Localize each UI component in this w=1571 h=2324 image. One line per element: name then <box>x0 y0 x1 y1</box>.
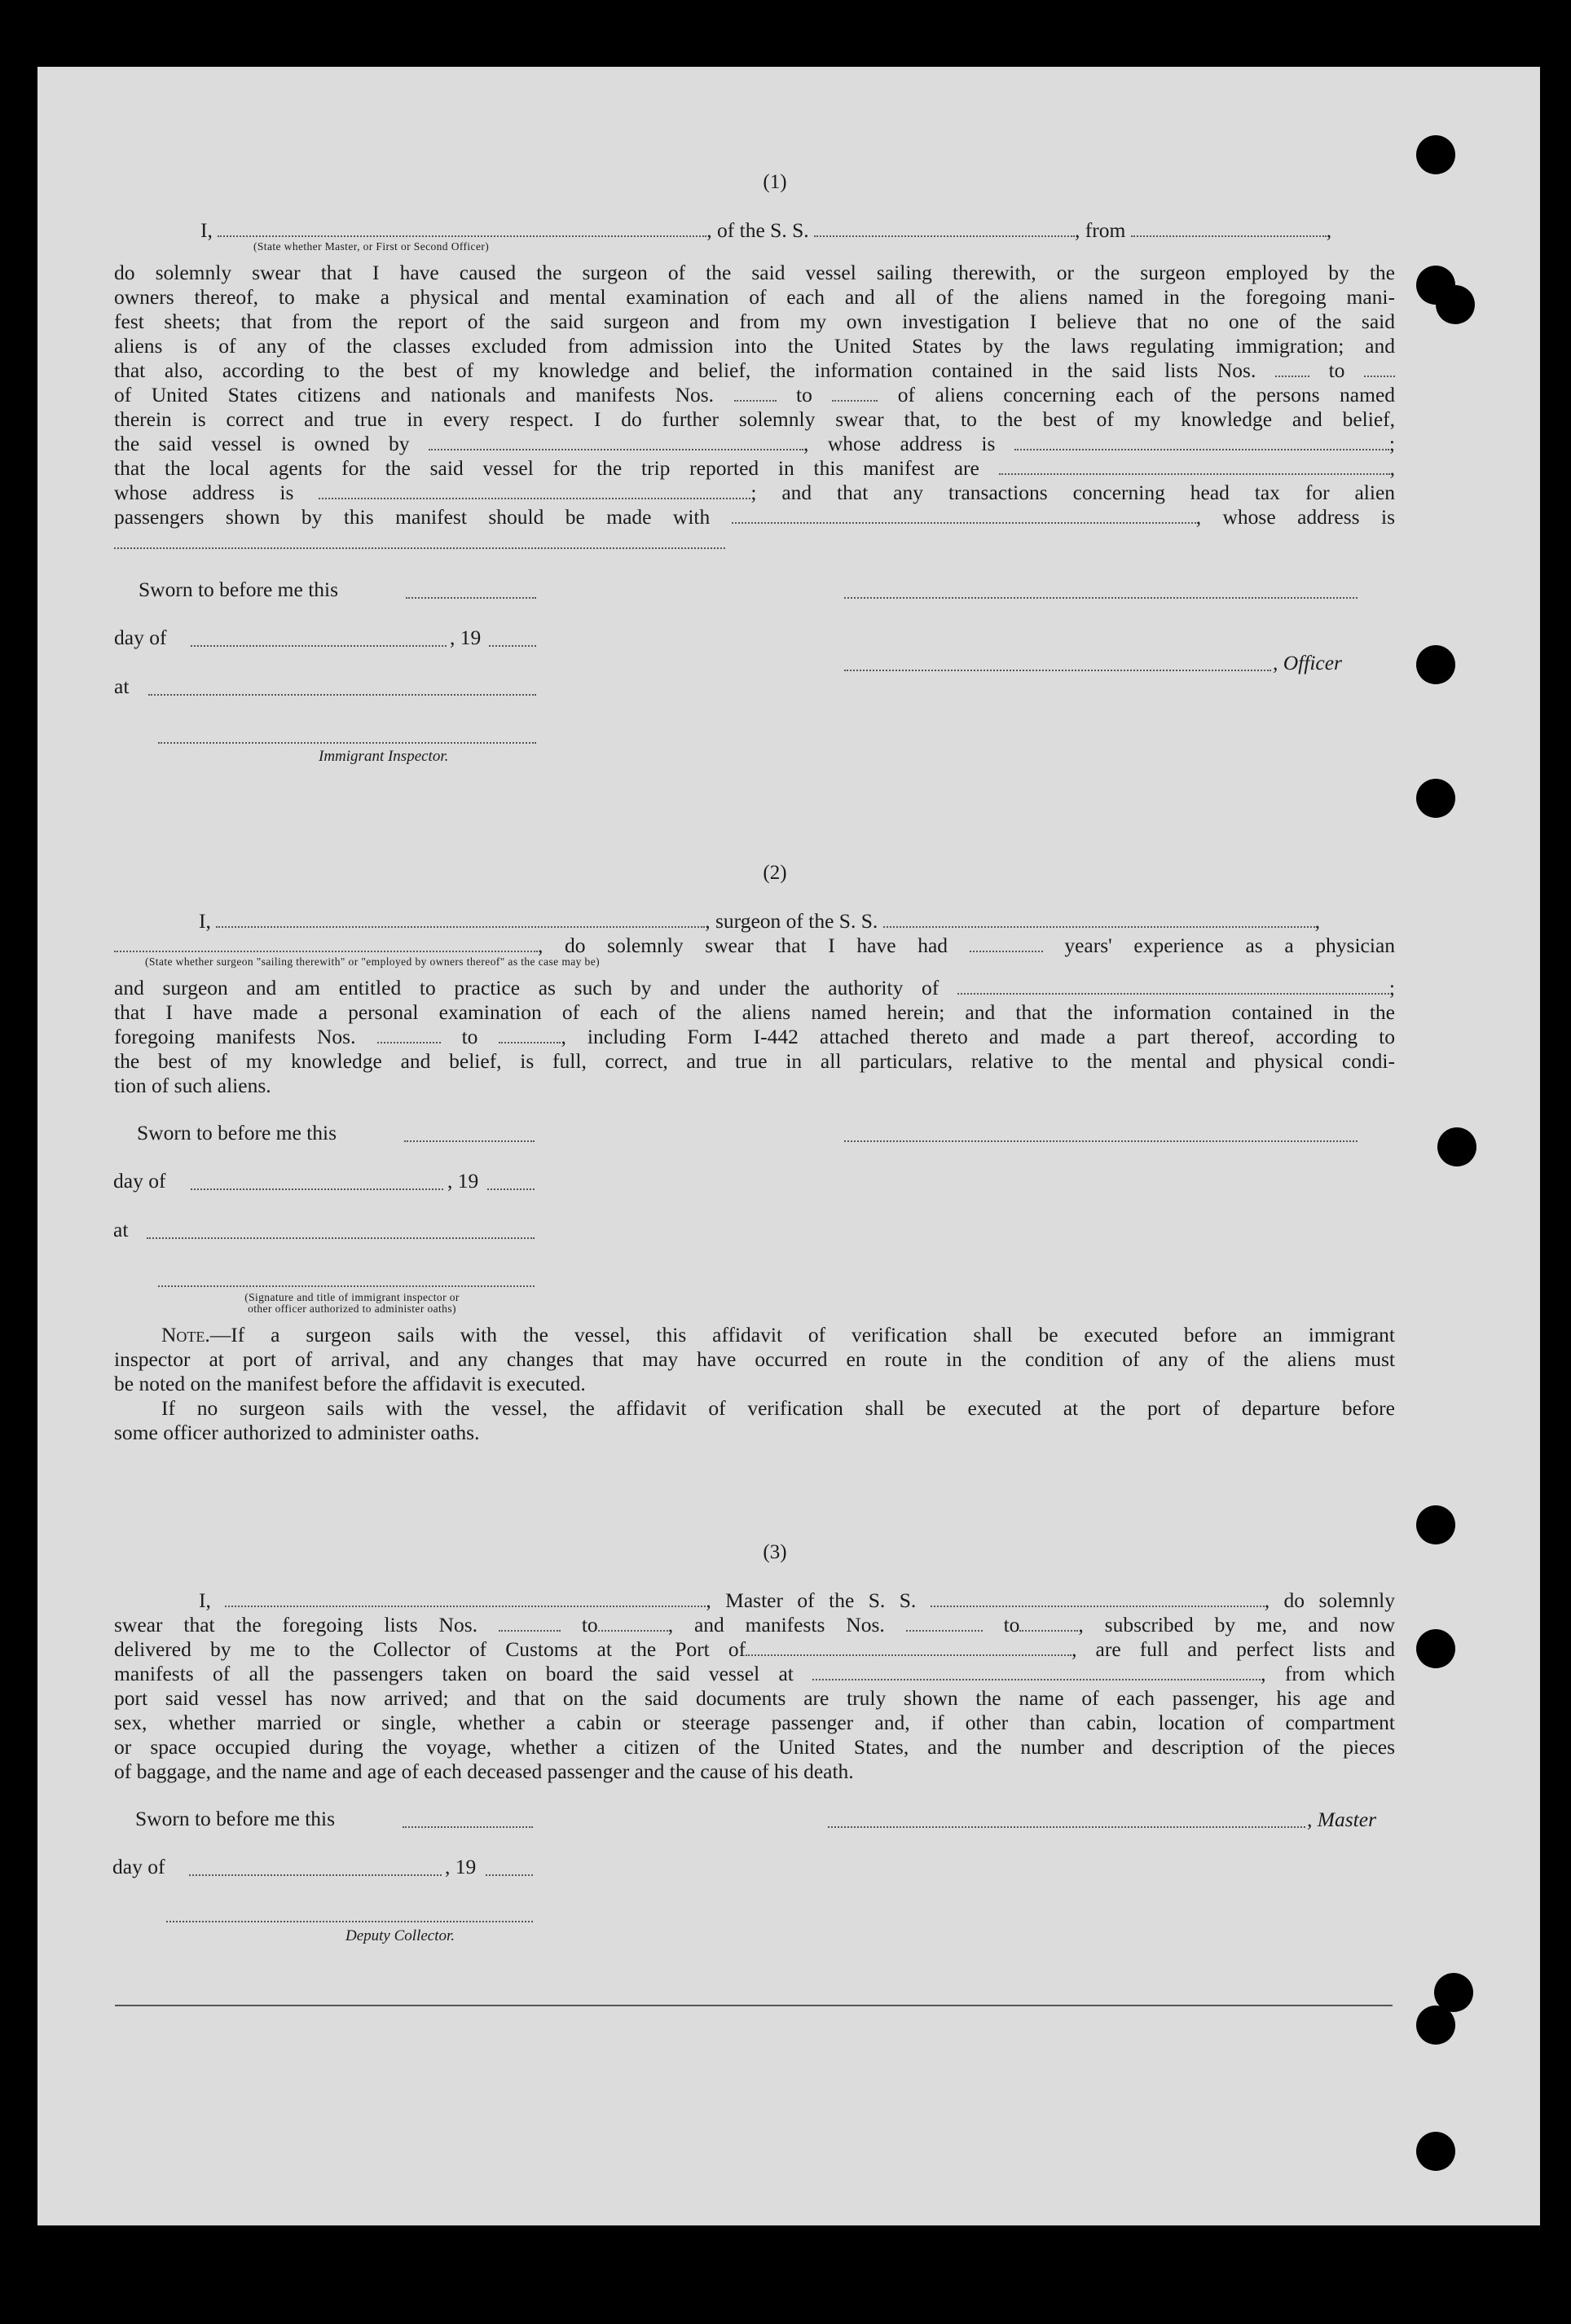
lists-from-blank[interactable] <box>499 1614 561 1632</box>
paragraph-line: sex, whether married or single, whether a cabin or steerage passenger and, if other than cabin, location of compartment <box>114 1711 1395 1734</box>
bottom-rule <box>115 2005 1393 2006</box>
from-port-blank[interactable] <box>1131 219 1327 237</box>
note-line: inspector at port of arrival, and any changes that may have occurred en route in the condition of any of the aliens must <box>114 1347 1395 1371</box>
manifests-to-blank[interactable] <box>1019 1614 1078 1632</box>
punch-hole <box>1416 135 1455 174</box>
paragraph-line: owners thereof, to make a physical and mental examination of each and all of the aliens named in the foregoing mani- <box>114 285 1395 309</box>
year-blank[interactable] <box>486 1874 533 1876</box>
owner-address-blank[interactable] <box>1014 433 1389 450</box>
punch-hole <box>1436 285 1475 324</box>
section-2-number: (2) <box>763 862 787 884</box>
inspector-label: Immigrant Inspector. <box>319 748 449 765</box>
section-2-line-2: , do solemnly swear that I have had years' experience as a physician <box>114 934 1395 958</box>
master-signature-blank[interactable] <box>828 1826 1305 1828</box>
surgeon-name-blank[interactable] <box>216 910 705 928</box>
day-of-blank[interactable] <box>189 1874 442 1876</box>
paragraph-line: that also, according to the best of my knowledge and belief, the information contained in the said lists Nos. to <box>114 358 1395 383</box>
day-of-label: day of <box>113 1169 166 1193</box>
form-page <box>37 67 1540 2225</box>
year-label: , 19 <box>445 1855 477 1878</box>
paragraph-line: the said vessel is owned by , whose address is ; <box>114 432 1395 455</box>
address-continuation-blank[interactable] <box>114 547 725 549</box>
at-label: at <box>114 674 130 698</box>
officer-signature-blank[interactable] <box>844 597 1358 599</box>
years-experience-blank[interactable] <box>970 934 1043 952</box>
boarding-port-blank[interactable] <box>812 1663 1261 1680</box>
master-label: , Master <box>1307 1808 1376 1831</box>
agents-address-blank[interactable] <box>319 481 750 499</box>
sworn-label: Sworn to before me this <box>139 578 339 601</box>
inspector-signature-blank[interactable] <box>158 742 536 744</box>
paragraph-line: foregoing manifests Nos. to , including Form I-442 attached thereto and made a part thereof, according to <box>114 1025 1396 1048</box>
punch-hole <box>1416 2132 1455 2171</box>
inspector-signature-blank[interactable] <box>158 1285 535 1287</box>
local-agents-blank[interactable] <box>999 457 1390 475</box>
at-place-blank[interactable] <box>147 1237 535 1239</box>
note-label: Note. <box>161 1323 210 1347</box>
punch-hole <box>1416 779 1455 818</box>
sworn-label: Sworn to before me this <box>135 1807 336 1830</box>
punch-hole <box>1416 645 1455 684</box>
manifest-to-blank[interactable] <box>832 384 878 402</box>
paragraph-line: that the local agents for the said vessel for the trip reported in this manifest are , <box>114 456 1396 480</box>
year-blank[interactable] <box>487 1188 535 1190</box>
surgeon-status-blank[interactable] <box>114 934 538 952</box>
note-line: be noted on the manifest before the affidavit is executed. <box>114 1372 586 1395</box>
lists-from-blank[interactable] <box>1275 359 1309 377</box>
manifests-from-blank[interactable] <box>377 1026 441 1043</box>
paragraph-line: therein is correct and true in every respect. I do further solemnly swear that, to the best of my knowledge and belief, <box>114 407 1395 431</box>
sworn-date-blank[interactable] <box>403 1826 533 1828</box>
section-2-line-1: I, , surgeon of the S. S. , <box>199 909 1321 933</box>
surgeon-vessel-blank[interactable] <box>883 910 1315 928</box>
paragraph-line: aliens is of any of the classes excluded from admission into the United States by the laws regulating immigration; and <box>114 334 1395 358</box>
section-1-number: (1) <box>763 171 787 193</box>
signature-hint: (Signature and title of immigrant inspector or <box>244 1291 460 1303</box>
signature-hint: other officer authorized to administer oaths) <box>248 1303 456 1315</box>
punch-hole <box>1416 1629 1455 1668</box>
paragraph-line: of United States citizens and nationals and manifests Nos. to of aliens concerning each of the persons named <box>114 383 1396 406</box>
paragraph-line: fest sheets; that from the report of the said surgeon and from my own investigation I believe that no one of the said <box>114 310 1395 333</box>
at-label: at <box>113 1218 129 1241</box>
paragraph-line: tion of such aliens. <box>114 1074 271 1097</box>
lists-to-blank[interactable] <box>598 1614 668 1632</box>
port-blank[interactable] <box>746 1638 1072 1656</box>
paragraph-line: port said vessel has now arrived; and that on the said documents are truly shown the name of each passenger, his age and <box>114 1686 1395 1710</box>
deputy-label: Deputy Collector. <box>345 1927 455 1944</box>
section-3-line-1: I, , Master of the S. S. , do solemnly <box>199 1588 1396 1612</box>
surgeon-signature-blank[interactable] <box>844 1140 1358 1142</box>
paragraph-line: the best of my knowledge and belief, is full, correct, and true in all particulars, relative to the mental and physical condi- <box>114 1049 1395 1073</box>
manifest-from-blank[interactable] <box>734 384 777 402</box>
paragraph-line: or space occupied during the voyage, whether a citizen of the United States, and the number and description of the pieces <box>114 1735 1395 1759</box>
officer-title-blank[interactable] <box>844 670 1271 671</box>
paragraph-line: and surgeon and am entitled to practice as such by and under the authority of ; <box>114 976 1396 999</box>
master-name-blank[interactable] <box>225 1589 706 1607</box>
manifests-from-blank[interactable] <box>906 1614 983 1632</box>
lists-to-blank[interactable] <box>1364 359 1395 377</box>
vessel-name-blank[interactable] <box>814 219 1075 237</box>
note-line: some officer authorized to administer oaths. <box>114 1421 480 1444</box>
authority-blank[interactable] <box>957 977 1389 995</box>
paragraph-line: delivered by me to the Collector of Customs at the Port of , are full and perfect lists and <box>114 1637 1395 1661</box>
officer-label: , Officer <box>1273 651 1342 674</box>
punch-hole <box>1437 1127 1476 1166</box>
day-of-label: day of <box>112 1855 165 1878</box>
note-line: If no surgeon sails with the vessel, the affidavit of verification shall be executed at the port of departure before <box>161 1396 1395 1420</box>
manifests-to-blank[interactable] <box>499 1026 561 1043</box>
paragraph-line: swear that the foregoing lists Nos. to , and manifests Nos. to , subscribed by me, and now <box>114 1613 1396 1636</box>
section-3-number: (3) <box>763 1541 787 1563</box>
deputy-signature-blank[interactable] <box>166 1921 533 1922</box>
at-place-blank[interactable] <box>148 694 536 696</box>
paragraph-line: that I have made a personal examination of each of the aliens named herein; and that the information contained in the <box>114 1000 1395 1024</box>
officer-name-blank[interactable] <box>218 219 706 237</box>
surgeon-hint: (State whether surgeon "sailing therewith" or "employed by owners thereof" as the case may be) <box>145 956 600 968</box>
note-line: Note.—If a surgeon sails with the vessel, this affidavit of verification shall be executed before an immigrant <box>161 1323 1395 1347</box>
paragraph-line: passengers shown by this manifest should be made with , whose address is <box>114 505 1396 529</box>
year-label: , 19 <box>447 1169 479 1193</box>
section-1-line-1: I, , of the S. S. , from , <box>200 218 1332 242</box>
punch-hole <box>1416 1505 1455 1544</box>
day-of-label: day of <box>114 626 167 649</box>
paragraph-line: of baggage, and the name and age of each deceased passenger and the cause of his death. <box>114 1759 854 1783</box>
sworn-label: Sworn to before me this <box>137 1121 337 1144</box>
day-of-blank[interactable] <box>191 645 447 647</box>
paragraph-line: do solemnly swear that I have caused the surgeon of the said vessel sailing therewith, or the surgeon employed by the <box>114 261 1395 284</box>
owner-blank[interactable] <box>429 433 803 450</box>
master-vessel-blank[interactable] <box>931 1589 1265 1607</box>
year-label: , 19 <box>450 626 482 649</box>
year-blank[interactable] <box>489 645 536 647</box>
officer-hint: (State whether Master, or First or Second Officer) <box>253 240 490 253</box>
day-of-blank[interactable] <box>191 1188 443 1190</box>
punch-hole <box>1416 2005 1455 2045</box>
head-tax-agent-blank[interactable] <box>732 506 1196 524</box>
paragraph-line: whose address is ; and that any transactions concerning head tax for alien <box>114 481 1396 504</box>
sworn-date-blank[interactable] <box>406 597 536 599</box>
sworn-date-blank[interactable] <box>404 1140 535 1142</box>
paragraph-line: manifests of all the passengers taken on board the said vessel at , from which <box>114 1662 1395 1685</box>
